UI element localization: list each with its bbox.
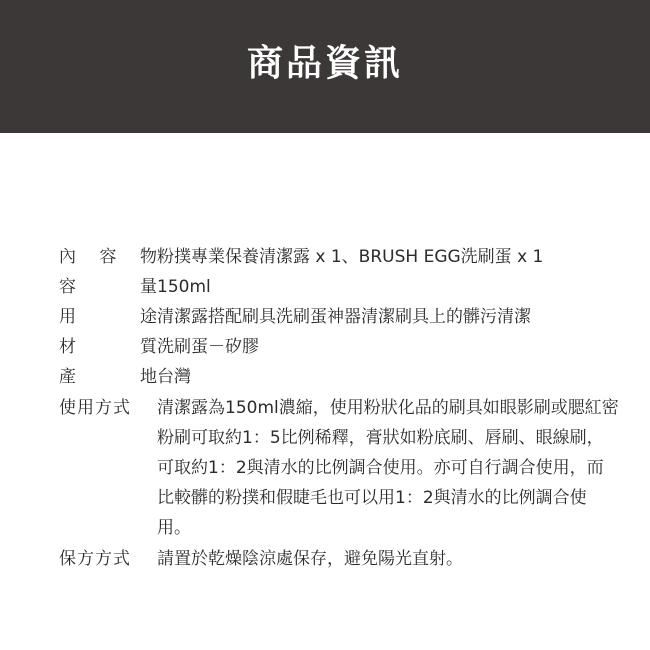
info-row-contents [59, 244, 619, 271]
info-value: 台灣 [157, 367, 191, 387]
info-value: 清潔露為150ml濃縮，使用粉狀化品的刷具如眼影刷或腮紅密粉刷可取約1：5比例稀釋，膏狀如粉底刷、唇刷、眼線刷，可取約1：2與清水的比例調合使用。亦可自行調合使用，而比較髒的粉撲和假睫毛也可以用1：2與清水的比例調合使用。 [157, 398, 619, 538]
info-value: 請置於乾燥陰涼處保存，避免陽光直射。 [157, 549, 463, 569]
info-value: 清潔露搭配刷具洗刷蛋神器清潔刷具上的髒污清潔 [157, 307, 531, 327]
label-text: 使用方式 [59, 398, 131, 418]
label-char: 途 [140, 307, 157, 327]
info-value: 150ml [157, 277, 211, 297]
label-char: 量 [140, 277, 157, 297]
product-info-list [59, 244, 619, 576]
label-char: 用 [59, 307, 76, 327]
label-char: 物 [140, 247, 157, 267]
info-label [59, 364, 157, 391]
page-header [0, 0, 650, 133]
label-char: 容 [99, 247, 117, 267]
label-char: 材 [59, 337, 76, 357]
info-value: 洗刷蛋－矽膠 [157, 337, 259, 357]
info-label [59, 334, 157, 361]
info-label [59, 244, 157, 271]
info-row-storage [59, 546, 619, 573]
label-char: 內 [59, 247, 76, 267]
info-row-capacity [59, 274, 619, 301]
info-label [59, 546, 157, 573]
info-row-directions [59, 394, 619, 543]
label-char: 產 [59, 367, 76, 387]
info-row-origin [59, 364, 619, 391]
label-text: 保方方式 [59, 549, 131, 569]
info-label [59, 274, 157, 301]
label-char: 質 [140, 337, 157, 357]
info-value: 粉撲專業保養清潔露 x 1、BRUSH EGG洗刷蛋 x 1 [157, 247, 544, 267]
label-char: 地 [140, 367, 157, 387]
page-title: 商品資訊 [246, 42, 403, 84]
info-label [59, 304, 157, 331]
label-char: 容 [59, 277, 76, 297]
info-row-usage [59, 304, 619, 331]
info-row-material [59, 334, 619, 361]
info-label [59, 394, 157, 422]
